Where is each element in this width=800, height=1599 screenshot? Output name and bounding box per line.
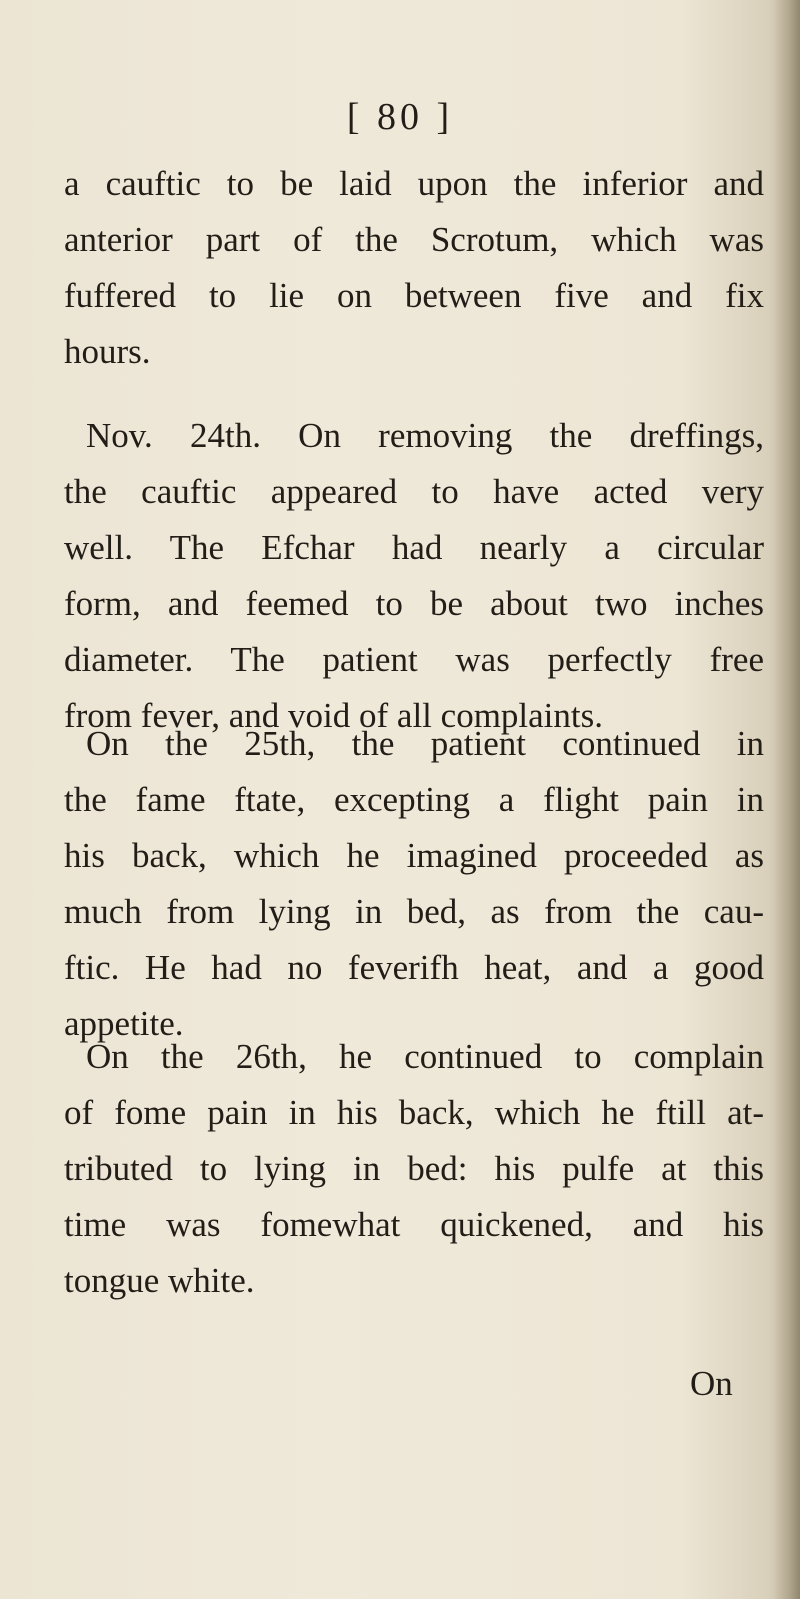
text-line: anterior part of the Scrotum, which was	[64, 220, 764, 259]
text-line: diameter. The patient was perfectly free	[64, 640, 764, 679]
text-line: time was fomewhat quickened, and his	[64, 1205, 764, 1244]
text-line: a cauftic to be laid upon the inferior and	[64, 164, 764, 203]
text-line: of fome pain in his back, which he ftill at-	[64, 1093, 764, 1132]
text-line: appetite.	[64, 1004, 184, 1043]
paragraph-2	[64, 408, 764, 744]
text-line: well. The Efchar had nearly a circular	[64, 528, 764, 567]
page-edge-shadow	[774, 0, 800, 1599]
text-line: tongue white.	[64, 1261, 255, 1300]
paragraph-1	[64, 156, 764, 380]
text-line: much from lying in bed, as from the cau-	[64, 892, 764, 931]
paragraph-4	[64, 1029, 764, 1309]
text-line: the cauftic appeared to have acted very	[64, 472, 764, 511]
text-line: Nov. 24th. On removing the dreffings,	[86, 416, 764, 455]
text-line: the fame ftate, excepting a flight pain in	[64, 780, 764, 819]
page-number: [ 80 ]	[346, 96, 454, 138]
text-line: On the 26th, he continued to complain	[86, 1037, 764, 1076]
text-line: ftic. He had no feverifh heat, and a good	[64, 948, 764, 987]
text-line: fuffered to lie on between five and fix	[64, 276, 764, 315]
text-line: form, and feemed to be about two inches	[64, 584, 764, 623]
text-line: hours.	[64, 332, 151, 371]
text-line: his back, which he imagined proceeded as	[64, 836, 764, 875]
catchword: On	[690, 1364, 733, 1403]
text-line: On the 25th, the patient continued in	[86, 724, 764, 763]
text-line: tributed to lying in bed: his pulfe at this	[64, 1149, 764, 1188]
text-line: from fever, and void of all complaints.	[64, 696, 603, 735]
paragraph-3	[64, 716, 764, 1052]
